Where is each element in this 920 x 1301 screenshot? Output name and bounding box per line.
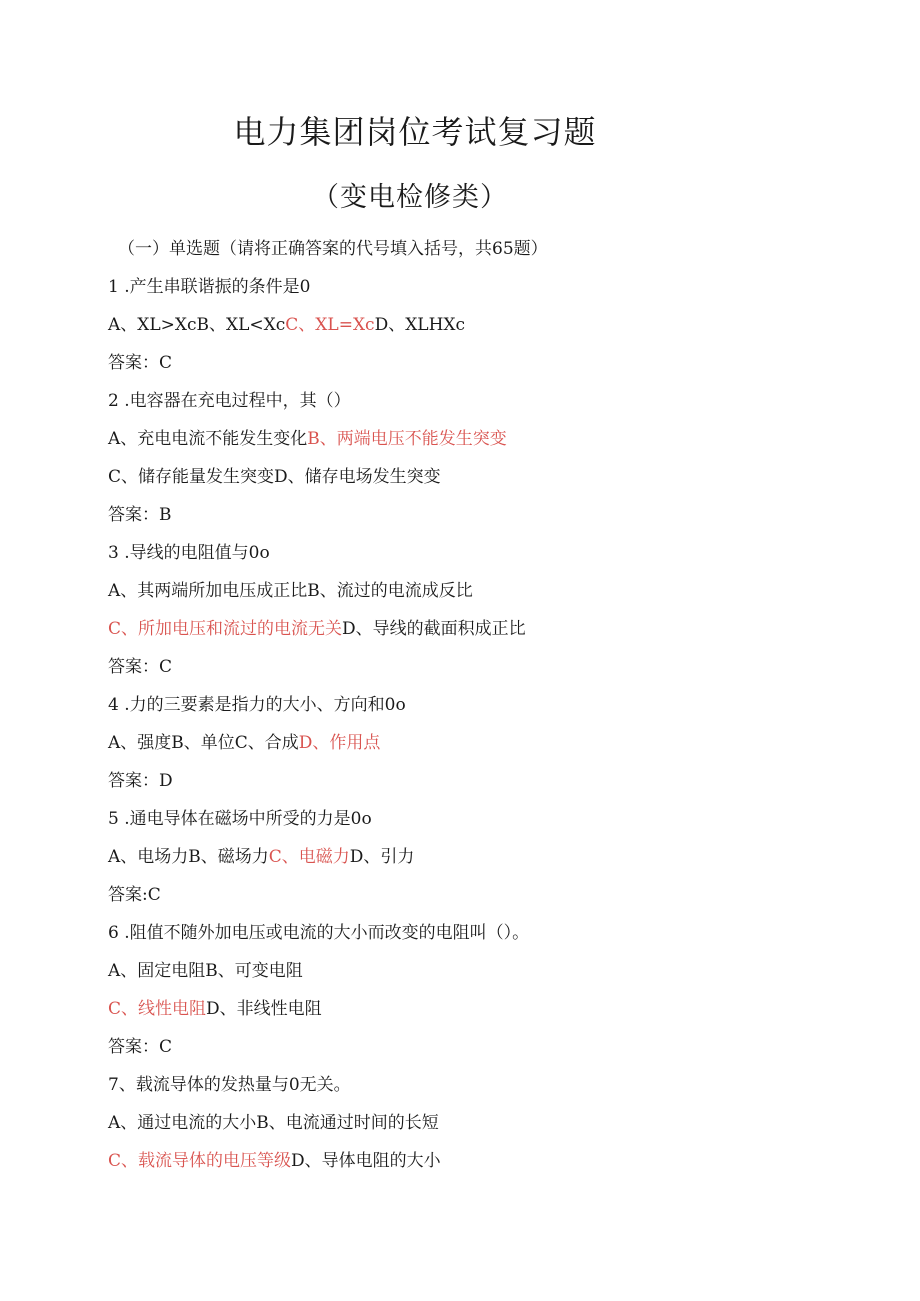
answer-line: 答案：C — [108, 1037, 173, 1057]
question-stem: 4 .力的三要素是指力的大小、方向和0o — [108, 695, 406, 715]
answer-line: 答案：C — [108, 353, 173, 373]
options-line — [108, 616, 888, 654]
options-line — [108, 1148, 888, 1186]
options-line — [108, 844, 888, 882]
options-line — [108, 578, 888, 616]
answer-line: 答案：B — [108, 505, 172, 525]
document-title: 电力集团岗位考试复习题 — [233, 113, 597, 151]
option-text: A、电场力B、磁场力 — [108, 847, 269, 867]
options-line — [108, 996, 888, 1034]
question-stem: 1 .产生串联谐振的条件是0 — [108, 277, 311, 297]
options-line — [108, 426, 888, 464]
question-stem: 5 .通电导体在磁场中所受的力是0o — [108, 809, 372, 829]
question-stem: 6 .阻值不随外加电压或电流的大小而改变的电阻叫（）。 — [108, 923, 530, 943]
options-line — [108, 1110, 888, 1148]
option-text: A、充电电流不能发生变化 — [108, 429, 308, 449]
option-text: A、其两端所加电压成正比B、流过的电流成反比 — [108, 581, 473, 601]
options-line — [108, 730, 888, 768]
document-subtitle: （变电检修类） — [312, 182, 508, 213]
answer-line: 答案：C — [108, 657, 173, 677]
correct-option: C、XL=Xc — [285, 315, 375, 335]
correct-option: C、所加电压和流过的电流无关 — [108, 619, 343, 639]
question-stem: 2 .电容器在充电过程中，其（） — [108, 391, 351, 411]
option-text: D、非线性电阻 — [206, 999, 322, 1019]
answer-line: 答案：D — [108, 771, 173, 791]
question-list — [108, 274, 888, 1186]
question-stem: 3 .导线的电阻值与0o — [108, 543, 270, 563]
correct-option: C、电磁力 — [268, 847, 350, 867]
options-line — [108, 958, 888, 996]
option-text: D、导线的截面积成正比 — [342, 619, 526, 639]
option-text: D、导体电阻的大小 — [291, 1151, 441, 1171]
question-stem: 7、载流导体的发热量与0无关。 — [108, 1075, 351, 1095]
section-heading: （一）单选题（请将正确答案的代号填入括号，共65题） — [118, 239, 548, 259]
options-line — [108, 464, 888, 502]
option-text: D、引力 — [349, 847, 415, 867]
answer-line: 答案:C — [108, 885, 161, 905]
options-line — [108, 312, 888, 350]
option-text: A、XL>XcB、XL<Xc — [108, 315, 286, 335]
option-text: A、通过电流的大小B、电流通过时间的长短 — [108, 1113, 439, 1133]
option-text: D、XLHXc — [374, 315, 466, 335]
option-text: A、固定电阻B、可变电阻 — [108, 961, 303, 981]
correct-option: B、两端电压不能发生突变 — [307, 429, 507, 449]
correct-option: C、线性电阻 — [108, 999, 207, 1019]
correct-option: D、作用点 — [298, 733, 381, 753]
option-text: C、储存能量发生突变D、储存电场发生突变 — [108, 467, 441, 487]
option-text: A、强度B、单位C、合成 — [108, 733, 299, 753]
correct-option: C、载流导体的电压等级 — [108, 1151, 292, 1171]
